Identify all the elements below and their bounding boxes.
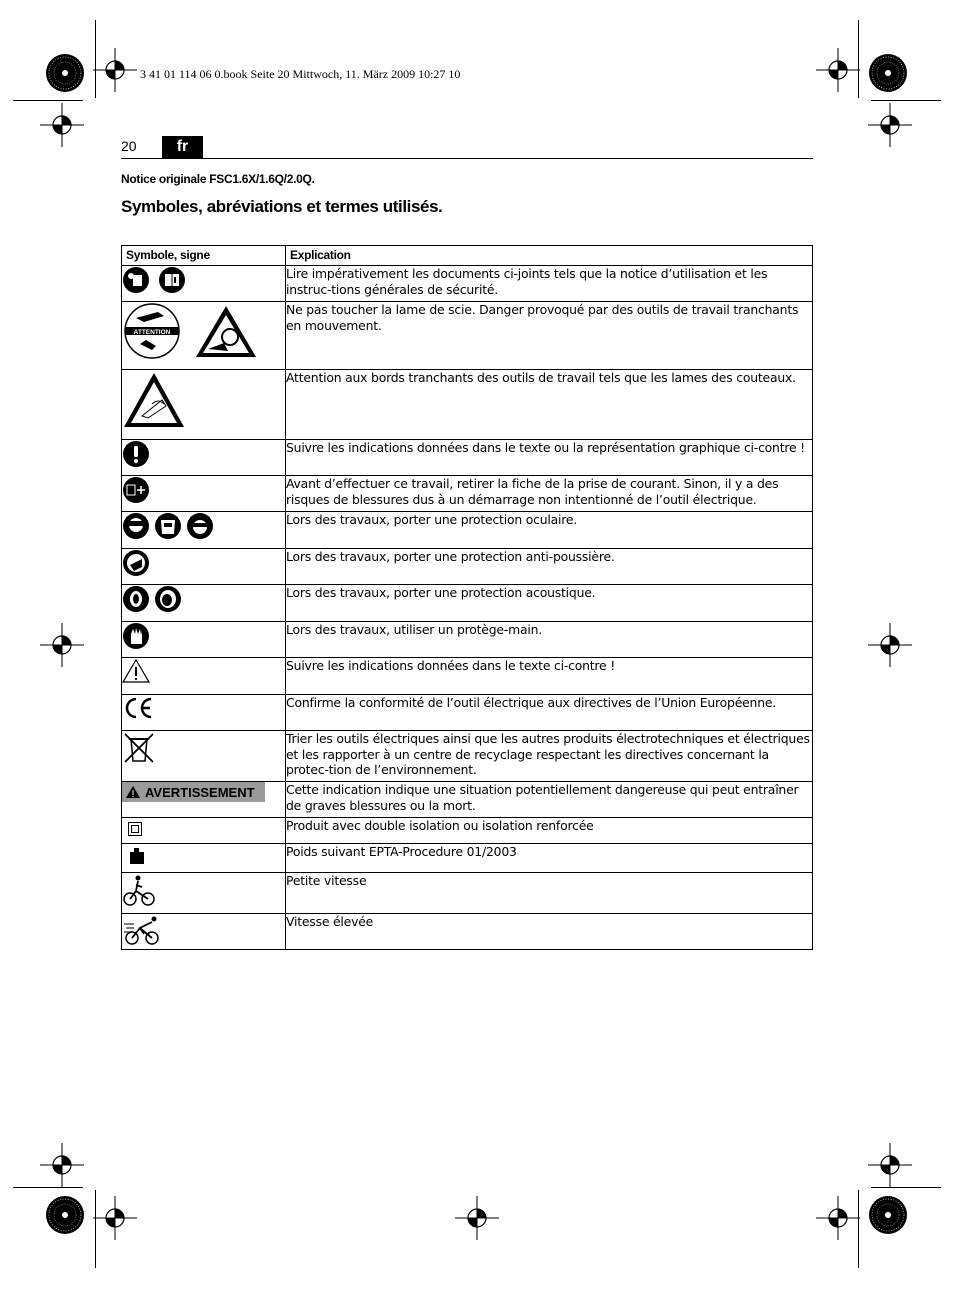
row-text: Suivre les indications données dans le texte ci-contre ! (286, 658, 813, 695)
table-row (122, 658, 813, 695)
table-row (122, 549, 813, 585)
row-text: Ne pas toucher la lame de scie. Danger provoqué par des outils de travail tranchants en mouvement. (286, 302, 813, 370)
weee-bin-icon (122, 731, 156, 765)
avertissement-badge (122, 782, 265, 802)
warning-triangle-icon (122, 658, 150, 684)
table-row (122, 818, 813, 844)
column-header-symbol: Symbole, signe (122, 246, 286, 266)
table-row (122, 873, 813, 914)
table-row (122, 476, 813, 512)
table-row (122, 302, 813, 370)
book-info: 3 41 01 114 06 0.book Seite 20 Mittwoch, 11. März 2009 10:27 10 (140, 67, 461, 81)
row-text: Lors des travaux, porter une protection oculaire. (286, 512, 813, 549)
table-row (122, 440, 813, 476)
table-row (122, 914, 813, 950)
manual-book-icon (158, 266, 186, 294)
welding-mask-icon (154, 512, 182, 540)
avertissement-label: AVERTISSEMENT (145, 784, 255, 800)
doc-subtitle: Notice originale FSC1.6X/1.6Q/2.0Q. (121, 172, 315, 186)
read-manual-icon (122, 266, 150, 294)
row-text: Attention aux bords tranchants des outils de travail tels que les lames des couteaux. (286, 370, 813, 440)
slow-cyclist-icon (122, 873, 156, 907)
row-text: Lire impérativement les documents ci-joints tels que la notice d’utilisation et les instruc-tions générales de sécurité. (286, 266, 813, 302)
table-row (122, 370, 813, 440)
ear-protection-icon (122, 585, 150, 613)
weight-icon (128, 846, 146, 866)
ear-muff-icon (154, 585, 182, 613)
table-row (122, 695, 813, 731)
symbols-table (121, 245, 813, 950)
face-shield-icon (122, 512, 150, 540)
exclamation-mandatory-icon (122, 440, 150, 468)
warning-triangle-icon (125, 785, 141, 799)
table-header-row (122, 246, 813, 266)
attention-label: ATTENTION (133, 329, 171, 336)
double-insulation-icon (128, 822, 142, 836)
row-text: Confirme la conformité de l’outil électrique aux directives de l’Union Européenne. (286, 695, 813, 731)
table-row (122, 585, 813, 622)
column-header-explanation: Explication (286, 246, 813, 266)
attention-saw-blade-icon (122, 302, 182, 360)
table-row (122, 782, 813, 818)
unplug-icon (122, 476, 150, 504)
table-row (122, 266, 813, 302)
row-text: Vitesse élevée (286, 914, 813, 950)
row-text: Lors des travaux, utiliser un protège-main. (286, 622, 813, 658)
fast-cyclist-icon (122, 914, 162, 946)
row-text: Poids suivant EPTA-Procedure 01/2003 (286, 844, 813, 873)
row-text: Lors des travaux, porter une protection acoustique. (286, 585, 813, 622)
row-text: Cette indication indique une situation potentiellement dangereuse qui peut entraîner de graves blessures ou la mort. (286, 782, 813, 818)
glove-icon (122, 622, 150, 650)
row-text: Petite vitesse (286, 873, 813, 914)
table-row (122, 844, 813, 873)
table-row (122, 512, 813, 549)
row-text: Trier les outils électriques ainsi que les autres produits électrotechniques et électriques et les rapporter à un centre de recyclage respectant les directives concernant la protec-tion de l’environnement. (286, 731, 813, 782)
goggles-icon (186, 512, 214, 540)
dust-mask-icon (122, 549, 150, 577)
row-text: Lors des travaux, porter une protection anti-poussière. (286, 549, 813, 585)
page-number: 20 (121, 138, 137, 154)
table-row (122, 731, 813, 782)
table-row (122, 622, 813, 658)
saw-blade-warning-icon (194, 303, 258, 359)
row-text: Produit avec double isolation ou isolation renforcée (286, 818, 813, 844)
page-title: Symboles, abréviations et termes utilisés. (121, 197, 443, 216)
sharp-edge-warning-icon (122, 370, 186, 430)
ce-mark-icon (122, 695, 154, 721)
language-tab: fr (162, 136, 203, 158)
row-text: Suivre les indications données dans le texte ou la représentation graphique ci-contre ! (286, 440, 813, 476)
header-rule (121, 158, 813, 159)
row-text: Avant d’effectuer ce travail, retirer la fiche de la prise de courant. Sinon, il y a des risques de blessures dus à un démarrage non intentionné de l’outil électrique. (286, 476, 813, 512)
